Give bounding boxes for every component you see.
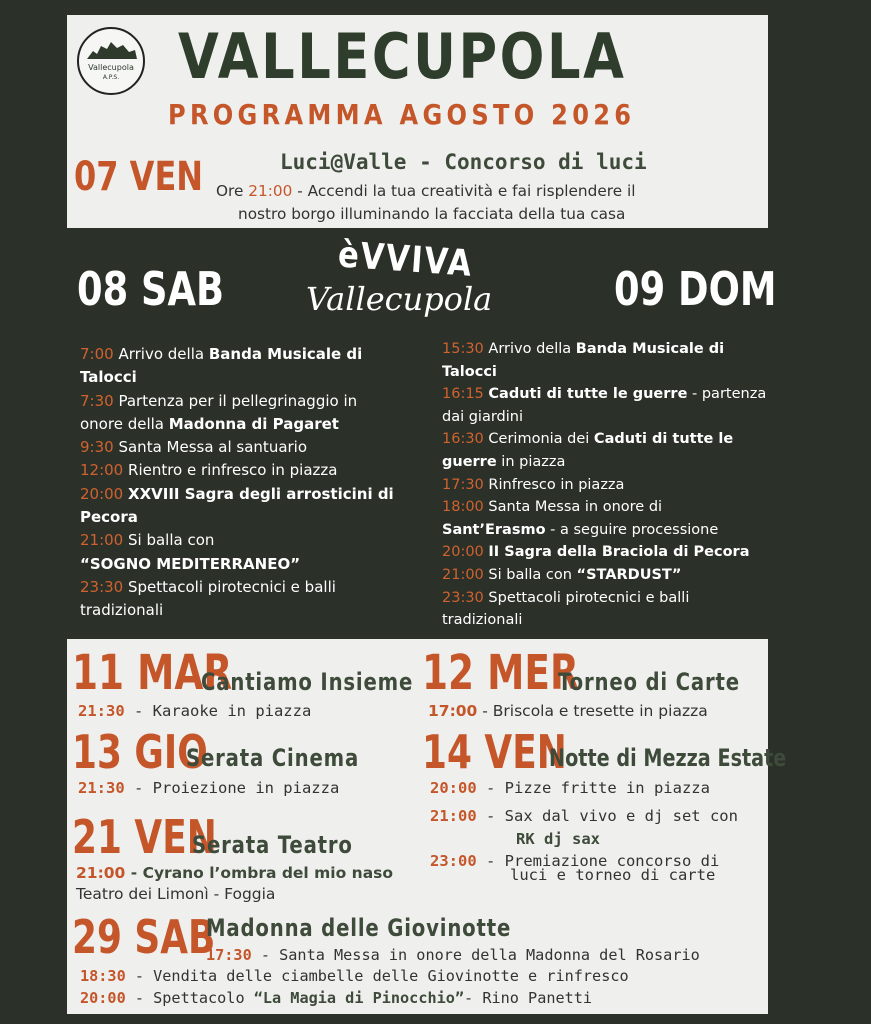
list-item: 7:00 Arrivo della Banda Musicale di xyxy=(80,345,363,363)
list-item: 21:00 Si balla con xyxy=(80,531,215,550)
title-21-wrap xyxy=(192,831,388,859)
list-item-cont: Talocci xyxy=(80,368,137,387)
page-title: VALLECUPOLA xyxy=(178,20,627,93)
event-07-desc xyxy=(216,182,635,200)
list-item: 9:30 Santa Messa al santuario xyxy=(80,438,308,457)
list-item: 15:30 Arrivo della Banda Musicale di xyxy=(442,341,725,357)
title-14: Notte di Mezza Estate xyxy=(549,744,787,772)
village-logo-icon xyxy=(79,29,143,93)
list-item: 20:00 II Sagra della Braciola di Pecora xyxy=(442,544,750,561)
event-12: 17:00 - Briscola e tresette in piazza xyxy=(428,702,708,720)
title-wrap xyxy=(178,20,706,93)
event-14-2: 21:00 - Sax dal vivo e dj set con xyxy=(430,807,738,825)
title-14-wrap xyxy=(549,744,846,772)
list-item-cont: Pecora xyxy=(80,508,138,527)
logo-name: Vallecupola xyxy=(88,63,134,72)
list-item: 17:30 Rinfresco in piazza xyxy=(442,476,625,493)
event-29-2: 18:30 - Vendita delle ciambelle delle Giovinotte e rinfresco xyxy=(80,967,629,985)
list-item: 7:30 Partenza per il pellegrinaggio in xyxy=(80,391,358,410)
title-21: Serata Teatro xyxy=(192,831,353,859)
list-item: 12:00 Rientro e rinfresco in piazza xyxy=(80,461,338,480)
desc-line1: - Accendi la tua creatività e fai risplendere il xyxy=(292,182,636,200)
date-14: 14 VEN xyxy=(422,725,567,779)
date-09-wrap xyxy=(614,262,817,316)
list-item: 18:00 Santa Messa in onore di xyxy=(442,499,663,516)
vallecupola-script: Vallecupola xyxy=(306,280,493,318)
date-08: 08 SAB xyxy=(77,262,225,316)
date-07: 07 VEN xyxy=(74,154,204,200)
list-item: 16:15 Caduti di tutte le guerre - partenza xyxy=(442,386,767,403)
title-29-wrap xyxy=(206,914,578,942)
page-subtitle: PROGRAMMA AGOSTO 2026 xyxy=(168,98,636,131)
list-item: 23:30 Spettacoli pirotecnici e balli xyxy=(80,577,336,596)
list-item: 21:00 Si balla con “STARDUST” xyxy=(442,566,682,583)
title-11: Cantiamo Insieme xyxy=(201,668,414,696)
title-29: Madonna delle Giovinotte xyxy=(206,914,512,942)
date-21: 21 VEN xyxy=(72,810,217,864)
event-11: 21:30 - Karaoke in piazza xyxy=(78,702,312,720)
list-item-cont: Sant’Erasmo - a seguire processione xyxy=(442,521,719,538)
event-14-3-cont: luci e torneo di carte xyxy=(510,866,716,884)
title-13-wrap xyxy=(186,744,397,772)
date-07-wrap xyxy=(74,154,235,200)
event-21-line2: Teatro dei Limonì - Foggia xyxy=(76,885,276,903)
list-item-cont: dai giardini xyxy=(442,408,524,425)
date-29: 29 SAB xyxy=(72,910,216,964)
list-item-cont: tradizionali xyxy=(80,601,164,620)
list-item-cont: Talocci xyxy=(442,363,497,380)
event-07-time: 21:00 xyxy=(248,182,293,200)
evviva-wrap xyxy=(337,235,498,287)
list-item: 23:30 Spettacoli pirotecnici e balli xyxy=(442,589,690,606)
logo-sub: A.P.S. xyxy=(102,74,120,81)
list-item-cont: onore della Madonna di Pagaret xyxy=(80,414,339,433)
logo xyxy=(77,27,145,95)
date-12: 12 MER xyxy=(422,645,579,701)
date-08-wrap xyxy=(77,262,261,316)
event-29-3: 20:00 - Spettacolo “La Magia di Pinocchio”- Rino Panetti xyxy=(80,989,593,1007)
date-11: 11 MAR xyxy=(72,645,233,701)
event-07-title: Luci@Valle - Concorso di luci xyxy=(280,150,647,174)
list-item-cont: tradizionali xyxy=(442,612,523,629)
list-item: 20:00 XXVIII Sagra degli arrosticini di xyxy=(80,484,394,503)
evviva-text: èVVIVA xyxy=(336,234,475,285)
event-07-desc-2: nostro borgo illuminando la facciata della tua casa xyxy=(238,205,626,223)
date-13: 13 GIO xyxy=(72,725,208,779)
title-12: Torneo di Carte xyxy=(558,668,740,696)
event-13: 21:30 - Proiezione in piazza xyxy=(78,779,340,797)
title-12-wrap xyxy=(558,668,780,696)
schedule-09 xyxy=(442,338,766,632)
event-21: 21:00 - Cyrano l’ombra del mio naso xyxy=(76,864,394,882)
subtitle-wrap xyxy=(168,98,711,131)
title-13: Serata Cinema xyxy=(186,744,360,772)
title-11-wrap xyxy=(201,668,460,696)
event-14-3: 23:00 - Premiazione concorso di xyxy=(430,852,720,870)
list-item-cont: “SOGNO MEDITERRANEO” xyxy=(80,554,301,573)
schedule-08 xyxy=(80,343,394,623)
desc-prefix: Ore xyxy=(216,182,249,200)
event-14-2-cont: RK dj sax xyxy=(516,830,600,848)
list-item: 16:30 Cerimonia dei Caduti di tutte le xyxy=(442,431,734,448)
list-item-cont: guerre in piazza xyxy=(442,453,566,470)
event-14-1: 20:00 - Pizze fritte in piazza xyxy=(430,779,710,797)
date-09: 09 DOM xyxy=(614,262,777,316)
event-29-1: 17:30 - Santa Messa in onore della Madonna del Rosario xyxy=(206,946,700,964)
